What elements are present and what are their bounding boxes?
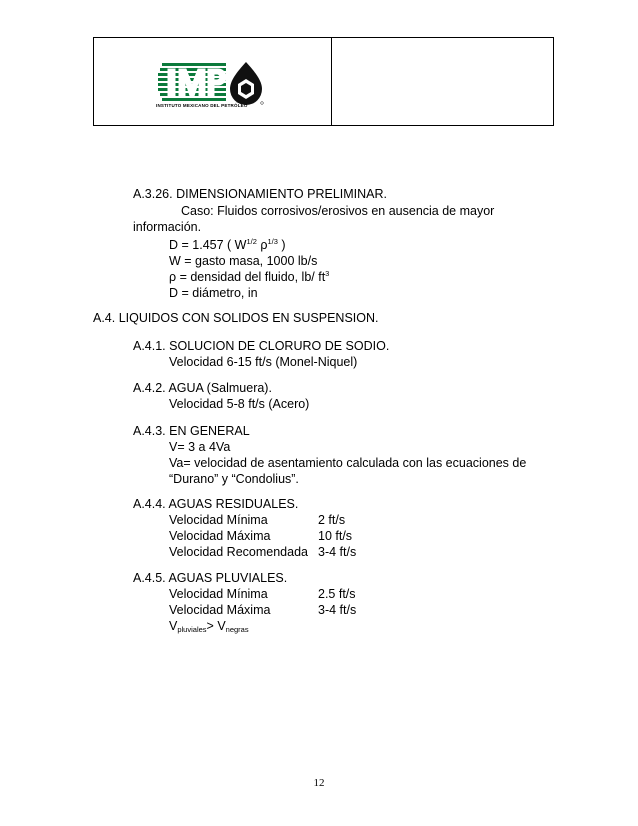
formula-exp1: 1/2 bbox=[246, 237, 257, 246]
a326-case-line1: Caso: Fluidos corrosivos/erosivos en ausencia de mayor bbox=[181, 204, 495, 218]
rho-def-exp: 3 bbox=[325, 269, 330, 278]
a42-title: A.4.2. AGUA (Salmuera). bbox=[133, 381, 272, 395]
page-number: 12 bbox=[313, 777, 325, 789]
a43-line2: Va= velocidad de asentamiento calculada con las ecuaciones de bbox=[169, 456, 527, 470]
formula-prefix: D = 1.457 ( W bbox=[169, 238, 247, 252]
a45-row-value: 3-4 ft/s bbox=[318, 603, 357, 617]
rel-v1: V bbox=[169, 619, 178, 633]
formula-rho: ρ bbox=[260, 238, 268, 252]
a45-row-value: 2.5 ft/s bbox=[318, 587, 356, 601]
a45-velocity-relation bbox=[169, 619, 249, 634]
formula-exp2: 1/3 bbox=[267, 237, 278, 246]
a44-row-value: 3-4 ft/s bbox=[318, 545, 357, 559]
a43-line1: V= 3 a 4Va bbox=[169, 440, 231, 454]
a326-d-definition: D = diámetro, in bbox=[169, 286, 258, 300]
section-a326-title: A.3.26. DIMENSIONAMIENTO PRELIMINAR. bbox=[133, 187, 387, 201]
a44-row-label: Velocidad Recomendada bbox=[169, 545, 308, 559]
a326-formula bbox=[169, 238, 286, 253]
a41-title: A.4.1. SOLUCION DE CLORURO DE SODIO. bbox=[133, 339, 390, 353]
a42-detail: Velocidad 5-8 ft/s (Acero) bbox=[169, 397, 310, 411]
a45-row-label: Velocidad Mínima bbox=[169, 587, 268, 601]
header-logo-cell bbox=[94, 38, 332, 125]
a43-title: A.4.3. EN GENERAL bbox=[133, 424, 250, 438]
a44-row-value: 10 ft/s bbox=[318, 529, 353, 543]
imp-logo-graphic bbox=[156, 61, 266, 105]
rel-v2: V bbox=[217, 619, 226, 633]
a44-row-label: Velocidad Máxima bbox=[169, 529, 271, 543]
a326-rho-definition bbox=[169, 270, 329, 285]
section-a4-title: A.4. LIQUIDOS CON SOLIDOS EN SUSPENSION. bbox=[93, 311, 379, 325]
logo-caption: INSTITUTO MEXICANO DEL PETRÓLEO bbox=[156, 103, 248, 108]
a43-line3: “Durano” y “Condolius”. bbox=[169, 472, 299, 486]
rho-def-text: ρ = densidad del fluido, lb/ ft bbox=[169, 270, 326, 284]
header-blank-cell bbox=[332, 38, 553, 125]
a326-w-definition: W = gasto masa, 1000 lb/s bbox=[169, 254, 318, 268]
formula-suffix: ) bbox=[277, 238, 286, 252]
rel-sub1: pluviales bbox=[177, 625, 207, 634]
imp-logo bbox=[156, 61, 266, 115]
a44-title: A.4.4. AGUAS RESIDUALES. bbox=[133, 497, 299, 511]
a44-row-value: 2 ft/s bbox=[318, 513, 346, 527]
rel-sub2: negras bbox=[225, 625, 249, 634]
a45-title: A.4.5. AGUAS PLUVIALES. bbox=[133, 571, 288, 585]
a45-row-label: Velocidad Máxima bbox=[169, 603, 271, 617]
a326-case-line2: información. bbox=[133, 220, 202, 234]
a44-row-label: Velocidad Mínima bbox=[169, 513, 268, 527]
a41-detail: Velocidad 6-15 ft/s (Monel-Niquel) bbox=[169, 355, 358, 369]
document-header bbox=[93, 37, 554, 126]
rel-op: > bbox=[206, 619, 218, 633]
